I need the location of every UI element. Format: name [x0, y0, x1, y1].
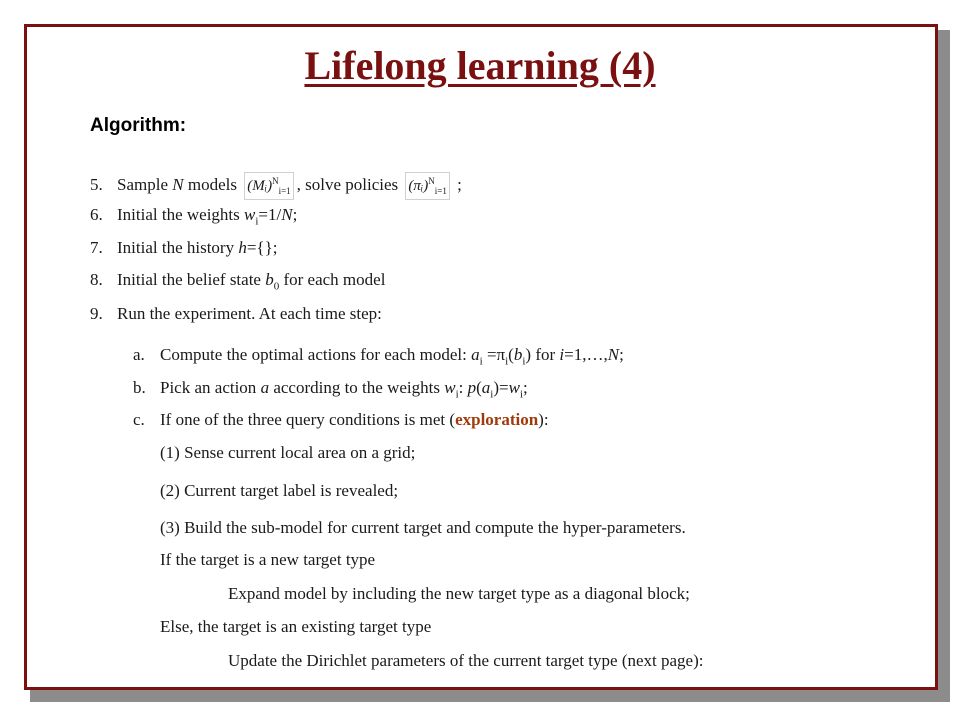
detail-line: Update the Dirichlet parameters of the current target type (next page):	[228, 651, 704, 670]
detail-line: Expand model by including the new target type as a diagonal block;	[228, 584, 690, 603]
policies-formula: (πᵢ)$^N_{i=1}$	[405, 172, 449, 200]
algorithm-heading: Algorithm:	[90, 115, 187, 136]
substep-a: a. Compute the optimal actions for each model: $a_i =\pi_i(b_i)$ for i=1,…,N;	[133, 345, 624, 368]
step-6: 6. Initial the weights $w_i=1/N$;	[90, 205, 298, 228]
step-5: 5. Sample N models (Mᵢ)$^N_{i=1}$ , solve policies (πᵢ)$^N_{i=1}$ ;	[90, 172, 462, 200]
step-8: 8. Initial the belief state $b_0$ for each model	[90, 270, 386, 293]
detail-line: (1) Sense current local area on a grid;	[160, 443, 416, 462]
step-number: 5.	[90, 174, 103, 194]
step-9: 9. Run the experiment. At each time step:	[90, 304, 382, 323]
detail-line: (3) Build the sub-model for current target and compute the hyper-parameters.	[160, 518, 686, 537]
substep-c: c. If one of the three query conditions is met (exploration):	[133, 410, 549, 429]
detail-line: If the target is a new target type	[160, 550, 376, 569]
models-formula: (Mᵢ)$^N_{i=1}$	[244, 172, 293, 200]
slide-title: Lifelong learning (4)	[304, 43, 656, 88]
substep-b: b. Pick an action a according to the weights $w_i$: $p(a_i)=w_i$;	[133, 378, 528, 401]
exploration-label: exploration	[455, 410, 539, 429]
detail-line: Else, the target is an existing target type	[160, 617, 432, 636]
step-7: 7. Initial the history h={};	[90, 238, 278, 257]
detail-line: (2) Current target label is revealed;	[160, 481, 399, 500]
